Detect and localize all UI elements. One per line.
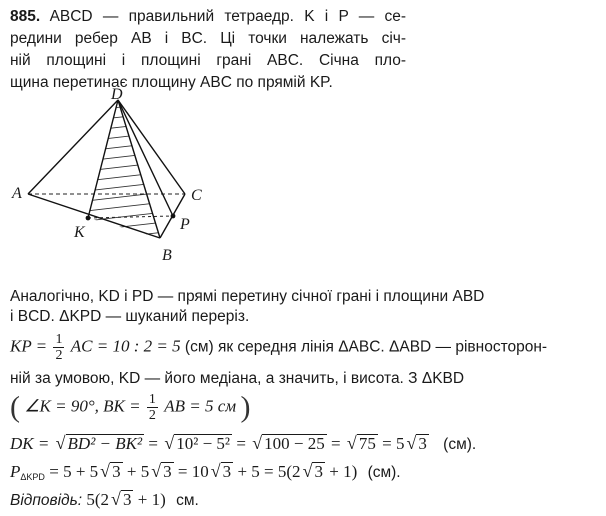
- segment-pd: [118, 100, 173, 216]
- label-a: A: [12, 185, 22, 202]
- label-c: C: [191, 187, 202, 204]
- solution-line-4: ній за умовою, KD — його медіана, а значить, і висота. З ΔKBD: [10, 370, 465, 387]
- problem-statement: [10, 6, 406, 94]
- edge-cd: [118, 100, 185, 194]
- fraction-half: $\frac{1}{2}$: [55, 332, 63, 363]
- solution-line-2: і BCD. ΔKPD — шуканий переріз.: [10, 308, 250, 325]
- answer-line: Відповідь: 5(2 √ 3 + 1) см.: [10, 489, 199, 509]
- problem-line-4: щина перетинає площину ABC по прямій KP.: [10, 74, 333, 91]
- label-p: P: [180, 216, 190, 233]
- edge-ad: [28, 100, 118, 194]
- triangle-kbd-conditions: ( ∠K = 90°, BK = $\frac{1}{2}$ AB = 5 см ): [10, 390, 251, 424]
- perimeter-equation: $P_{\Delta KPD} = 5 + 5$ √ 3 + 5 √ 3 = 10 √ 3 + 5 = 5(2 √ 3 + 1) (см).: [10, 461, 401, 482]
- answer-label: Відповідь:: [10, 492, 83, 509]
- problem-number: 885.: [10, 8, 41, 25]
- tetrahedron-figure: [0, 84, 220, 276]
- edge-ab: [28, 194, 160, 238]
- fraction-half-bk: $\frac{1}{2}$: [148, 392, 156, 423]
- dk-equation: DK = √ BD² − BK² = √ 10² − 5² = √ 100 − 25 = √ 75 = 5 √ 3 (см).: [10, 433, 477, 453]
- point-k: [86, 216, 91, 221]
- label-b: B: [162, 247, 172, 264]
- label-k: K: [74, 224, 85, 241]
- solution-line-1: Аналогічно, KD і PD — прямі перетину січної грані і площини ABD: [10, 288, 485, 305]
- segment-kd: [88, 100, 118, 218]
- problem-line-3: ній площині і площині грані ABC. Січна пло-: [10, 52, 406, 69]
- kp-equation: KP = $\frac{1}{2}$ AC = 10 : 2 = 5 (см) як середня лінія ΔABC. ΔABD — рівносторон-: [10, 332, 548, 363]
- problem-line-2: редини ребер AB і BC. Ці точки належать січ-: [10, 30, 406, 47]
- point-p: [171, 214, 176, 219]
- label-d: D: [111, 86, 123, 103]
- problem-line-1: 885. ABCD — правильний тетраедр. K і P — се-: [10, 8, 407, 25]
